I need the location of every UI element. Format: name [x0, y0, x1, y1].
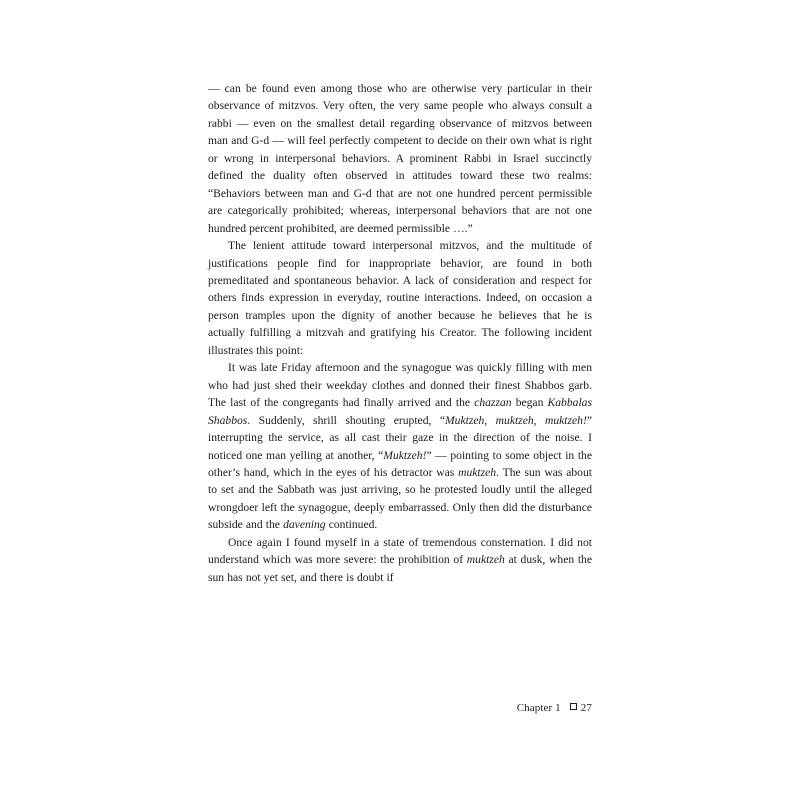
- italic-term: Muktzeh, muktzeh, muktzeh!: [445, 413, 587, 427]
- italic-term: muktzeh: [466, 553, 505, 567]
- italic-term: Muktzeh!: [383, 448, 427, 462]
- italic-term: Kabbalas Shabbos: [208, 396, 592, 427]
- text-run: . The sun was about to set and the Sabbath was just arriving, so he protested loudly until the alleged wrongdoer left the synagogue, deeply embarrassed. Only then did the disturbance subside and the: [208, 465, 592, 532]
- text-run: It was late Friday afternoon and the synagogue was quickly filling with men who had just shed their weekday clothes and donned their finest Shabbos garb. The last of the congregants had finally arrived and the: [208, 361, 592, 410]
- text-run: . Suddenly, shrill shouting erupted, “: [247, 413, 446, 427]
- square-glyph-icon: [570, 703, 578, 711]
- text-run: The lenient attitude toward interpersonal mitzvos, and the multitude of justifications people find for inappropriate behavior, are found in both premeditated and spontaneous behavior. A lack of consideration and respect for others finds expression in everyday, routine interactions. Indeed, on occasion a person tramples upon the dignity of another because he believes that he is actually fulfilling a mitzvah and gratifying his Creator. The following incident illustrates this point:: [208, 239, 592, 357]
- footer-chapter-label: Chapter 1: [516, 702, 561, 714]
- para-consternation: [208, 534, 592, 586]
- body-text-column: [208, 80, 592, 586]
- footer-page-number: 27: [580, 702, 592, 714]
- para-continuation: [208, 80, 592, 237]
- text-run: continued.: [325, 518, 378, 532]
- text-run: at dusk, when the sun has not yet set, and there is doubt if: [208, 553, 592, 584]
- page-footer: [208, 700, 592, 716]
- italic-term: chazzan: [474, 396, 512, 410]
- para-lenient-attitude: [208, 237, 592, 359]
- text-run: ” — pointing to some object in the other’s hand, which in the eyes of his detractor was: [208, 448, 592, 479]
- italic-term: davening: [283, 518, 326, 532]
- text-run: Once again I found myself in a state of tremendous consternation. I did not understand which was more severe: the prohibition of: [208, 535, 592, 567]
- text-run: — can be found even among those who are otherwise very particular in their observance of mitzvos. Very often, the very same people who always consult a rabbi — even on the smallest detail regarding observance of mitzvos between man and G-d — will feel perfectly competent to decide on their own what is right or wrong in interpersonal behaviors. A prominent Rabbi in Israel succinctly defined the duality often observed in attitudes toward these two realms: “Behaviors between man and G-d that are not one hundred percent permissible are categorically prohibited; whereas, interpersonal behaviors that are not one hundred percent prohibited, are deemed permissible ….”: [208, 82, 592, 235]
- para-friday-afternoon: [208, 359, 592, 534]
- text-run: ” interrupting the service, as all cast their gaze in the direction of the noise. I noticed one man yelling at another, “: [208, 413, 593, 462]
- text-run: began: [511, 396, 548, 410]
- italic-term: muktzeh: [458, 465, 497, 479]
